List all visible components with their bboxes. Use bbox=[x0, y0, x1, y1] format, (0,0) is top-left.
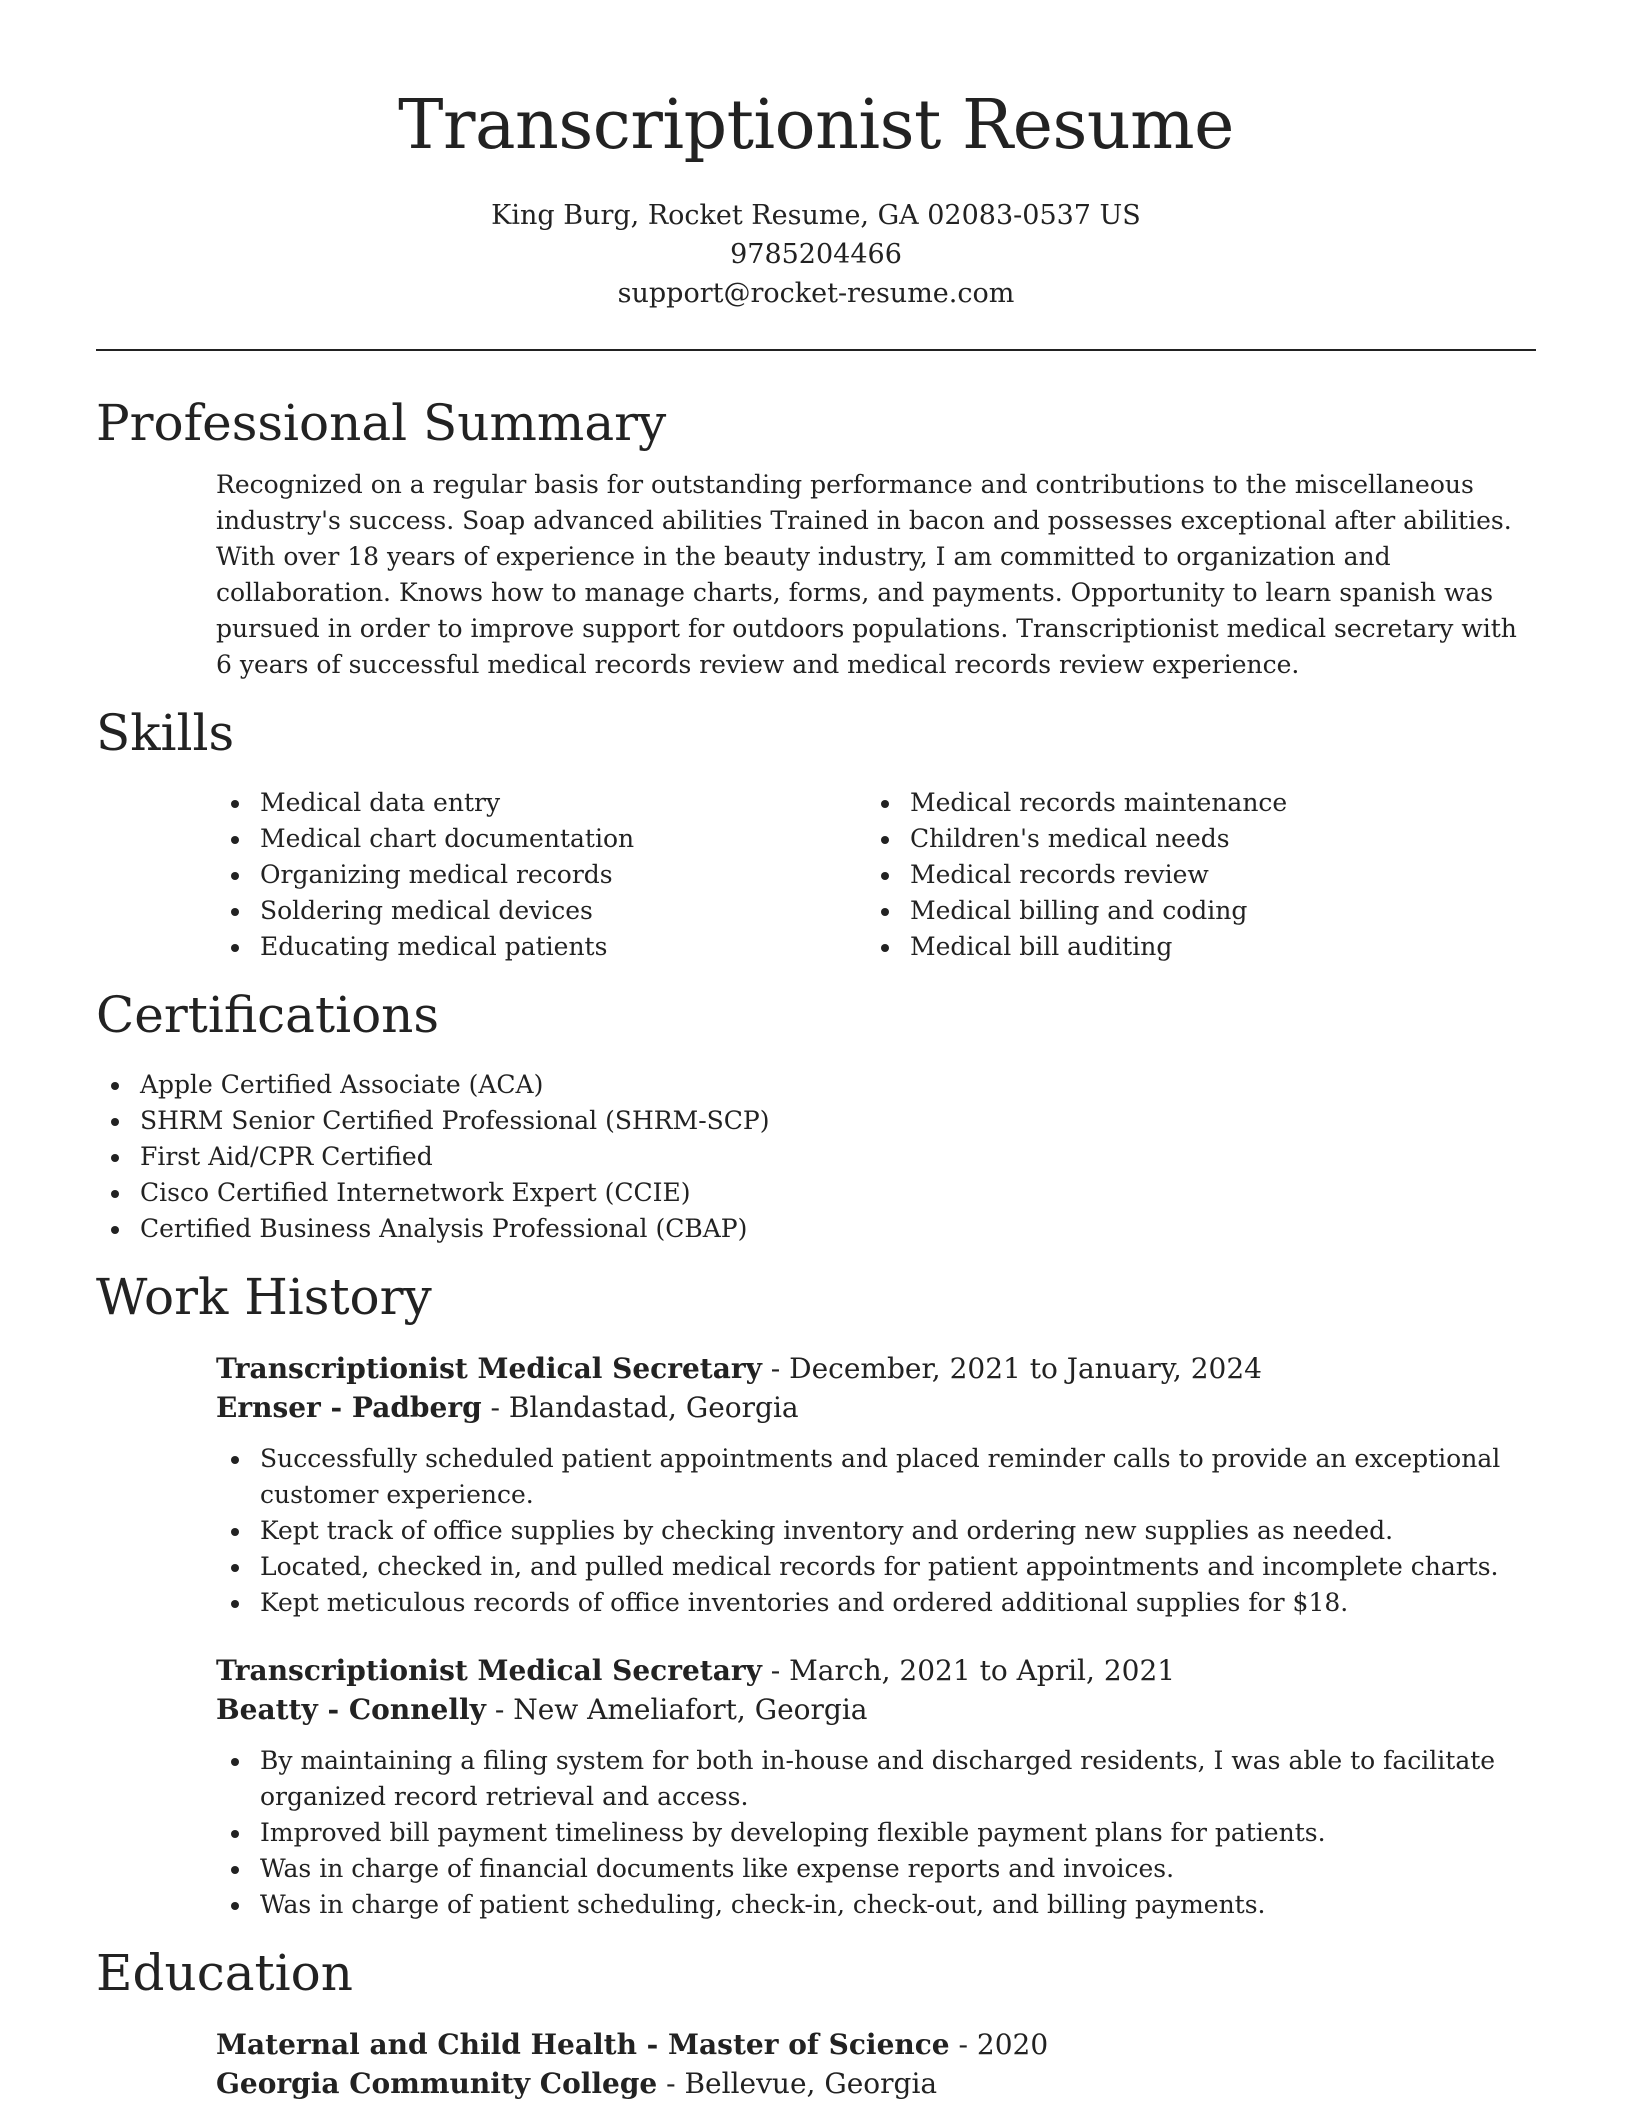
job-dates: December, 2021 to January, 2024 bbox=[789, 1352, 1262, 1385]
certification-item: SHRM Senior Certified Professional (SHRM-SCP) bbox=[96, 1103, 1536, 1139]
separator: - bbox=[761, 1352, 790, 1385]
certifications-heading: Certifications bbox=[96, 986, 440, 1044]
duty-item: Was in charge of patient scheduling, check-in, check-out, and billing payments. bbox=[216, 1887, 1536, 1923]
email: support@rocket-resume.com bbox=[617, 278, 1015, 309]
job-entry bbox=[216, 1651, 1536, 1923]
job-entry bbox=[216, 1349, 1536, 1621]
education-heading: Education bbox=[96, 1944, 353, 2002]
skill-item: Medical data entry bbox=[216, 785, 866, 821]
phone: 9785204466 bbox=[730, 239, 902, 270]
certification-item: Apple Certified Associate (ACA) bbox=[96, 1067, 1536, 1103]
job-duties bbox=[216, 1441, 1536, 1621]
duty-item: Was in charge of financial documents like expense reports and invoices. bbox=[216, 1851, 1536, 1887]
skills-column-2 bbox=[866, 785, 1516, 965]
skill-item: Medical records maintenance bbox=[866, 785, 1516, 821]
address: King Burg, Rocket Resume, GA 02083-0537 US bbox=[491, 200, 1141, 231]
resume-page bbox=[96, 0, 1536, 2103]
certification-item: Cisco Certified Internetwork Expert (CCIE) bbox=[96, 1175, 1536, 1211]
separator: - bbox=[485, 1693, 514, 1726]
job-company-line bbox=[216, 1388, 1536, 1427]
separator: - bbox=[761, 1654, 790, 1687]
separator: - bbox=[657, 2067, 685, 2100]
skill-item: Children's medical needs bbox=[866, 821, 1516, 857]
duty-item: Kept meticulous records of office inventories and ordered additional supplies for $18. bbox=[216, 1585, 1536, 1621]
resume-header bbox=[96, 0, 1536, 313]
duty-item: Successfully scheduled patient appointments and placed reminder calls to provide an exceptional customer experience. bbox=[216, 1441, 1536, 1513]
work-history-heading: Work History bbox=[96, 1268, 432, 1326]
job-location: Blandastad, Georgia bbox=[508, 1391, 799, 1424]
graduation-year: 2020 bbox=[976, 2028, 1049, 2061]
duty-item: Located, checked in, and pulled medical records for patient appointments and incomplete charts. bbox=[216, 1549, 1536, 1585]
separator: - bbox=[481, 1391, 509, 1424]
skill-item: Educating medical patients bbox=[216, 929, 866, 965]
certification-item: Certified Business Analysis Professional (CBAP) bbox=[96, 1211, 1536, 1247]
certifications-list bbox=[96, 1067, 1536, 1247]
job-role: Transcriptionist Medical Secretary bbox=[216, 1654, 762, 1687]
job-location: New Ameliafort, Georgia bbox=[513, 1693, 868, 1726]
job-title-line bbox=[216, 1651, 1536, 1690]
job-company: Beatty - Connelly bbox=[216, 1693, 486, 1726]
job-role: Transcriptionist Medical Secretary bbox=[216, 1352, 762, 1385]
school-name: Georgia Community College bbox=[216, 2067, 658, 2100]
duty-item: Improved bill payment timeliness by developing flexible payment plans for patients. bbox=[216, 1815, 1536, 1851]
header-divider bbox=[96, 349, 1536, 351]
school-line bbox=[216, 2064, 1536, 2103]
skill-item: Medical chart documentation bbox=[216, 821, 866, 857]
skills-heading: Skills bbox=[96, 704, 235, 762]
duty-item: By maintaining a filing system for both in-house and discharged residents, I was able to facilitate organized record retrieval and access. bbox=[216, 1743, 1536, 1815]
degree: Maternal and Child Health - Master of Science bbox=[216, 2028, 950, 2061]
certification-item: First Aid/CPR Certified bbox=[96, 1139, 1536, 1175]
skill-item: Soldering medical devices bbox=[216, 893, 866, 929]
duty-item: Kept track of office supplies by checking inventory and ordering new supplies as needed. bbox=[216, 1513, 1536, 1549]
skills-list bbox=[216, 785, 1536, 965]
job-dates: March, 2021 to April, 2021 bbox=[789, 1654, 1176, 1687]
job-company-line bbox=[216, 1690, 1536, 1729]
job-title-line bbox=[216, 1349, 1536, 1388]
degree-line bbox=[216, 2025, 1536, 2064]
page-title: Transcriptionist Resume bbox=[398, 86, 1234, 165]
skill-item: Medical bill auditing bbox=[866, 929, 1516, 965]
contact-info bbox=[96, 196, 1536, 313]
summary-heading: Professional Summary bbox=[96, 394, 667, 452]
skill-item: Organizing medical records bbox=[216, 857, 866, 893]
skills-column-1 bbox=[216, 785, 866, 965]
education-entry bbox=[216, 2025, 1536, 2103]
skill-item: Medical records review bbox=[866, 857, 1516, 893]
summary-text: Recognized on a regular basis for outstanding performance and contributions to the miscellaneous industry's success. Soap advanced abilities Trained in bacon and possesses exceptional after abilities. With over 18 years of experience in the beauty industry, I am committed to organization and collaboration. Knows how to manage charts, forms, and payments. Opportunity to learn spanish was pursued in order to improve support for outdoors populations. Transcriptionist medical secretary with 6 years of successful medical records review and medical records review experience. bbox=[216, 470, 1517, 679]
school-location: Bellevue, Georgia bbox=[684, 2067, 938, 2100]
job-company: Ernser - Padberg bbox=[216, 1391, 482, 1424]
job-duties bbox=[216, 1743, 1536, 1923]
skill-item: Medical billing and coding bbox=[866, 893, 1516, 929]
separator: - bbox=[949, 2028, 977, 2061]
